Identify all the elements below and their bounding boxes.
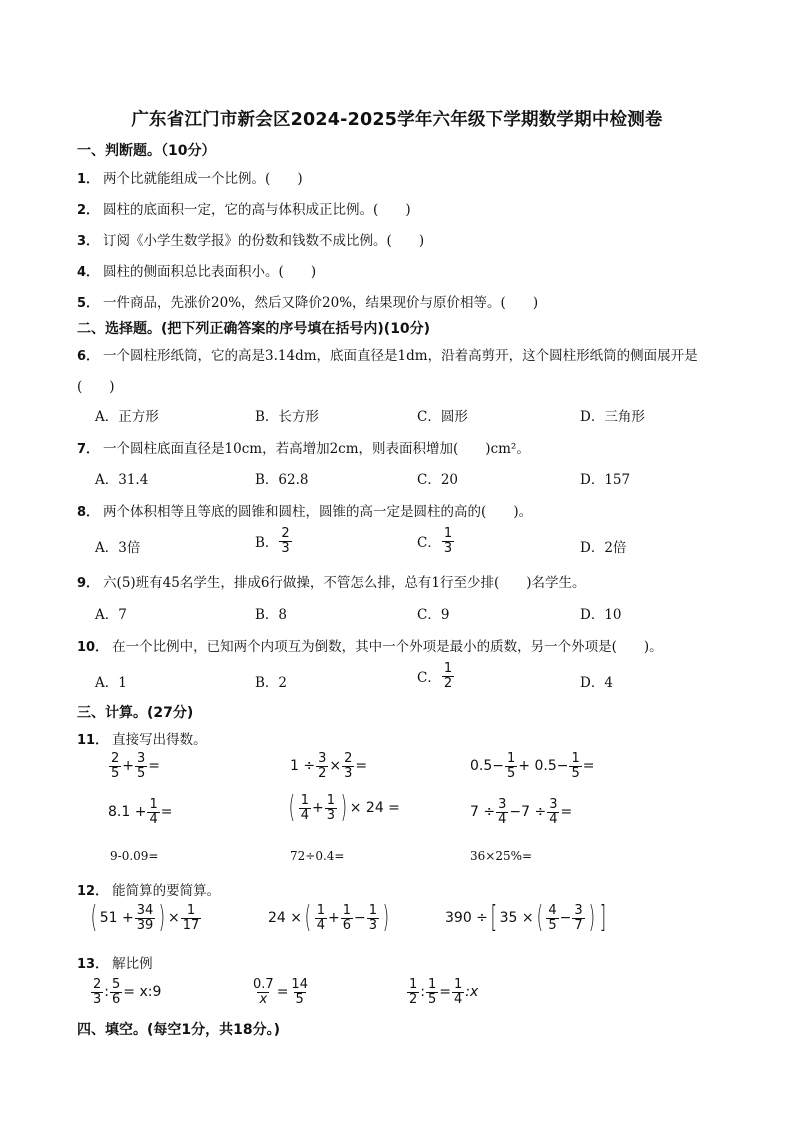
- question-number: 6．: [77, 349, 100, 364]
- calc-expression: ( $\frac{1}{4}$ + $\frac{1}{3}$ ) × 24 =: [288, 790, 400, 825]
- option-d: D．157: [580, 472, 631, 488]
- question-9: [77, 571, 586, 591]
- question-6: [77, 344, 698, 364]
- question-text: 订阅《小学生数学报》的份数和钱数不成比例。( ): [103, 233, 425, 249]
- question-3: [77, 229, 424, 249]
- question-number: 2．: [77, 203, 100, 218]
- calc-expression: 72÷0.4=: [290, 849, 345, 863]
- simplify-expression: 390 ÷ [ 35 × ( $\frac{4}{5}$ − $\frac{3}{7}$ ) ]: [445, 900, 607, 935]
- simplify-expression: 24 × ( $\frac{1}{4}$ + $\frac{1}{6}$ − $\frac{1}{3}$ ): [268, 900, 390, 935]
- question-11: [77, 728, 207, 748]
- option-d: D．10: [580, 607, 622, 623]
- question-5: [77, 291, 538, 311]
- proportion-expression: $\frac{2}{3}$ : $\frac{5}{6}$ = x:9: [93, 977, 162, 1007]
- option-a: A．7: [95, 607, 127, 623]
- question-number: 10．: [77, 640, 109, 655]
- fraction: $\frac{1}{2}$: [443, 661, 453, 691]
- calc-expression: 1 ÷ $\frac{3}{2}$ × $\frac{2}{3}$ =: [290, 751, 368, 781]
- page-title: 广东省江门市新会区2024-2025学年六年级下学期数学期中检测卷: [131, 110, 663, 130]
- question-text: 解比例: [112, 956, 153, 972]
- option-d: D．三角形: [580, 409, 645, 425]
- option-b: B．2: [255, 675, 288, 691]
- question-2: [77, 198, 411, 218]
- fraction: $\frac{2}{3}$: [281, 526, 290, 556]
- question-text: 圆柱的侧面积总比表面积小。( ): [103, 264, 317, 280]
- calc-expression: 8.1 + $\frac{1}{4}$ =: [108, 797, 173, 827]
- question-number: 4．: [77, 265, 100, 280]
- question-text: 直接写出得数。: [112, 732, 207, 748]
- option-b: B．62.8: [255, 472, 309, 488]
- option-c: C．圆形: [417, 409, 468, 425]
- question-10: [77, 635, 663, 655]
- section-heading-calc: 三、计算。(27分): [77, 705, 194, 721]
- question-text: 六(5)班有45名学生，排成6行做操，不管怎么排，总有1行至少排( )名学生。: [103, 575, 586, 591]
- calc-expression: $\frac{2}{5}$ + $\frac{3}{5}$ =: [111, 751, 161, 781]
- option-a: A．31.4: [95, 472, 149, 488]
- question-text: 一个圆柱底面直径是10cm，若高增加2cm，则表面积增加( )cm²。: [103, 441, 530, 457]
- calc-expression: 0.5− $\frac{1}{5}$ + 0.5− $\frac{1}{5}$ =: [470, 751, 595, 781]
- question-number: 12．: [77, 884, 109, 899]
- option-d: D．4: [580, 675, 613, 691]
- calc-expression: 36×25%=: [470, 849, 533, 863]
- option-b: B．长方形: [255, 409, 319, 425]
- question-number: 3．: [77, 234, 100, 249]
- simplify-expression: ( 51 + $\frac{34}{39}$ ) × $\frac{1}{17}$: [90, 900, 200, 935]
- question-text: 一件商品，先涨价20%，然后又降价20%，结果现价与原价相等。( ): [103, 295, 539, 311]
- option-b: B．8: [255, 607, 288, 623]
- option-c: C． $\frac{1}{3}$: [417, 526, 453, 556]
- proportion-expression: $\frac{0.7}{x}$ = $\frac{14}{5}$: [253, 977, 308, 1007]
- option-b: B． $\frac{2}{3}$: [255, 526, 290, 556]
- question-text: 一个圆柱形纸筒，它的高是3.14dm，底面直径是1dm，沿着高剪开，这个圆柱形纸筒的侧面展开是: [103, 348, 698, 364]
- question-text: 在一个比例中，已知两个内项互为倒数，其中一个外项是最小的质数，另一个外项是( )。: [112, 639, 663, 655]
- question-text: 两个体积相等且等底的圆锥和圆柱，圆锥的高一定是圆柱的高的( )。: [103, 504, 533, 520]
- question-1: [77, 167, 303, 187]
- question-4: [77, 260, 316, 280]
- question-12: [77, 879, 220, 899]
- option-a: A．正方形: [95, 409, 159, 425]
- question-7: [77, 437, 530, 457]
- proportion-expression: $\frac{1}{2}$ : $\frac{1}{5}$ = $\frac{1}{4}$ :x: [409, 977, 479, 1007]
- option-c: C． $\frac{1}{2}$: [417, 661, 453, 691]
- question-text: 两个比就能组成一个比例。( ): [103, 171, 303, 187]
- question-number: 7．: [77, 442, 100, 457]
- question-number: 8．: [77, 505, 100, 520]
- fraction: $\frac{1}{3}$: [443, 526, 453, 556]
- question-number: 1．: [77, 172, 100, 187]
- section-heading-fill: 四、填空。(每空1分，共18分。): [77, 1022, 281, 1038]
- question-13: [77, 952, 153, 972]
- question-number: 5．: [77, 296, 100, 311]
- question-6-bracket: ( ): [77, 379, 115, 395]
- question-8: [77, 500, 532, 520]
- section-heading-choice: 二、选择题。(把下列正确答案的序号填在括号内)(10分): [77, 321, 431, 337]
- question-number: 11．: [77, 733, 109, 748]
- option-d: D．2倍: [580, 540, 627, 556]
- option-c: C．9: [417, 607, 450, 623]
- question-text: 圆柱的底面积一定，它的高与体积成正比例。( ): [103, 202, 411, 218]
- question-number: 9．: [77, 576, 100, 591]
- option-a: A．3倍: [95, 540, 141, 556]
- section-heading-judge: 一、判断题。（10分）: [77, 143, 216, 159]
- question-text: 能简算的要简算。: [112, 883, 221, 899]
- option-a: A．1: [95, 675, 127, 691]
- option-c: C．20: [417, 472, 459, 488]
- question-number: 13．: [77, 957, 109, 972]
- calc-expression: 7 ÷ $\frac{3}{4}$ −7 ÷ $\frac{3}{4}$ =: [470, 797, 573, 827]
- calc-expression: 9-0.09=: [110, 849, 159, 863]
